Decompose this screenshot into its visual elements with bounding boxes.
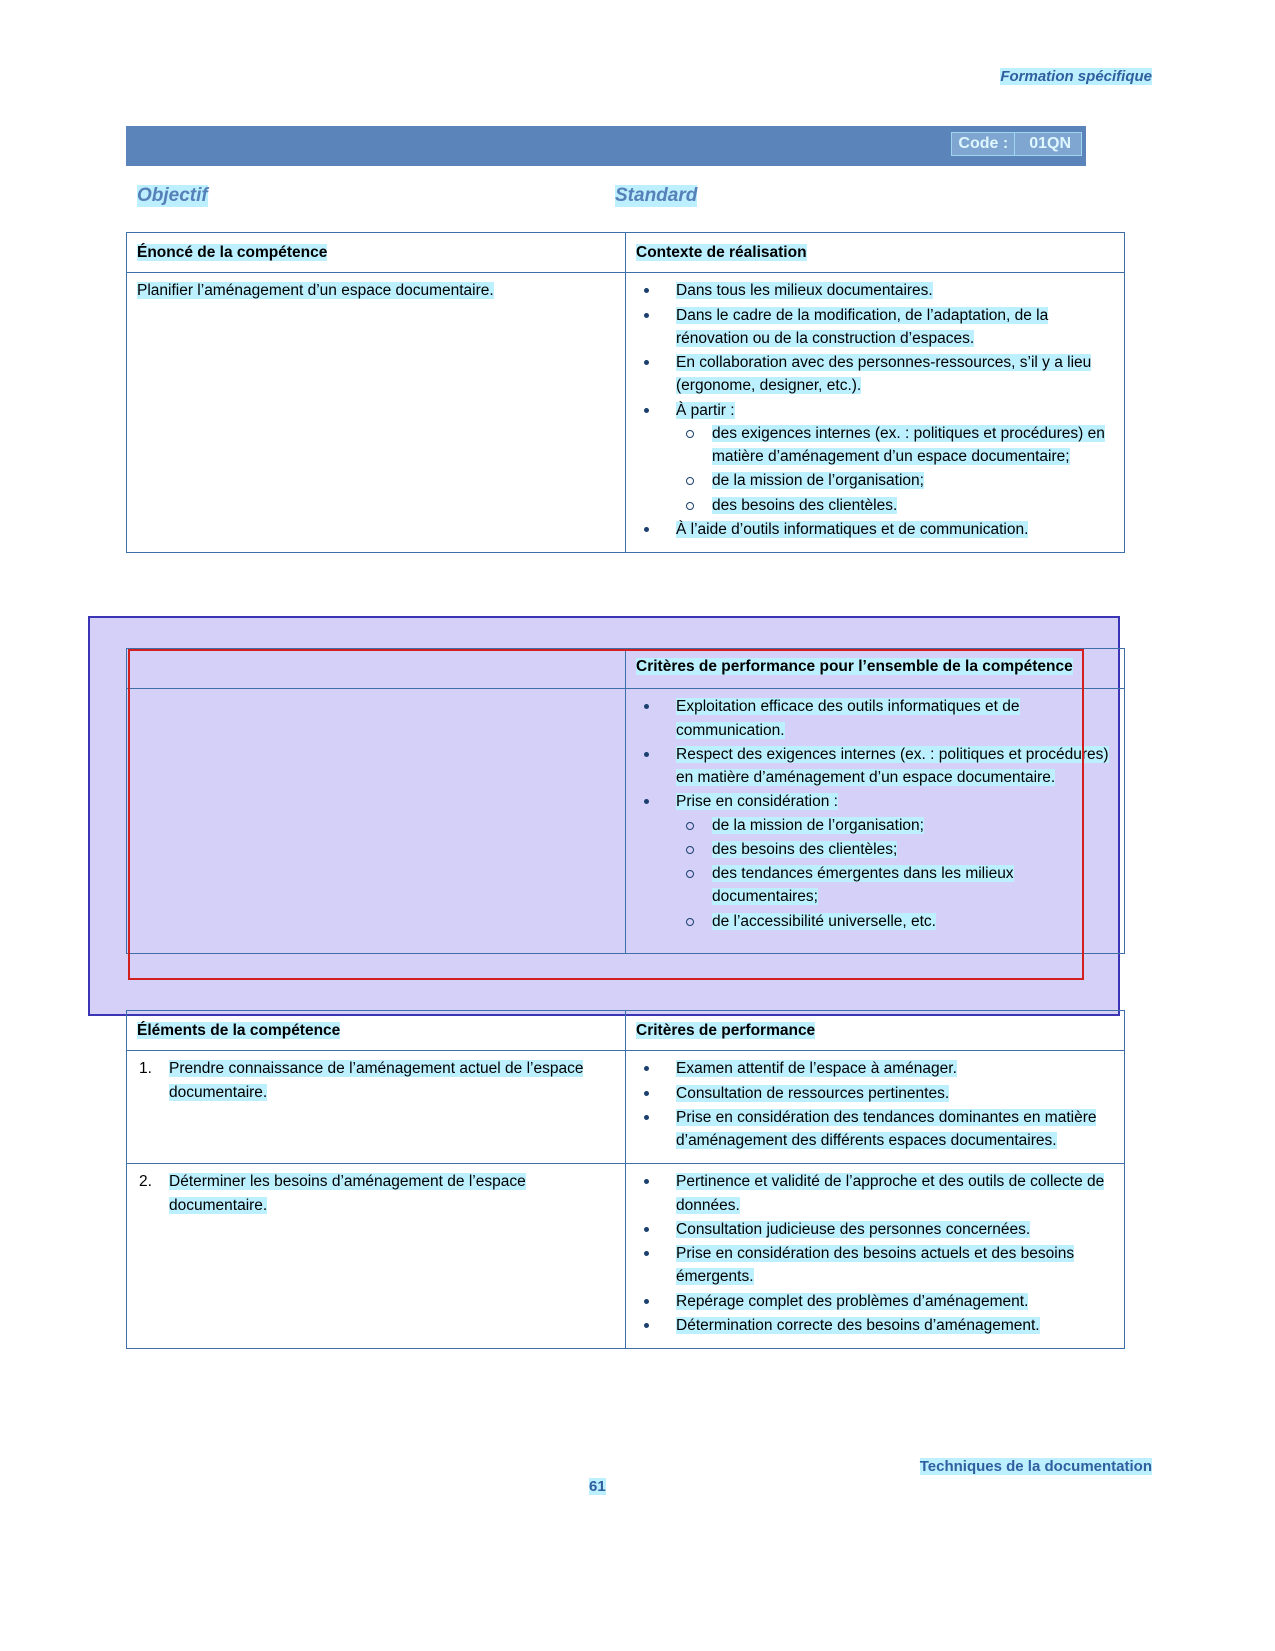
list-item: 1. Prendre connaissance de l’aménagement actuel de l’espace documentaire.	[137, 1057, 617, 1104]
table-row	[127, 1164, 1125, 1349]
header-cell-enonce: Énoncé de la compétence	[127, 233, 626, 273]
header-program-label: Formation spécifique	[1000, 68, 1152, 85]
list-item: Détermination correcte des besoins d’aménagement.	[636, 1314, 1116, 1337]
table-row	[127, 273, 1125, 553]
list-item: Pertinence et validité de l’approche et des outils de collecte de données.	[636, 1170, 1116, 1217]
contexte-sub-list	[676, 422, 1116, 517]
code-label: Code :	[951, 132, 1015, 156]
list-item: Prise en considération des besoins actuels et des besoins émergents.	[636, 1242, 1116, 1289]
list-item: des exigences internes (ex. : politiques et procédures) en matière d’aménagement d’un espace documentaire;	[676, 422, 1116, 469]
heading-standard: Standard	[615, 185, 698, 206]
heading-objectif: Objectif	[137, 185, 208, 206]
list-item: Prise en considération des tendances dominantes en matière d’aménagement des différents espaces documentaires.	[636, 1106, 1116, 1153]
list-item: Respect des exigences internes (ex. : politiques et procédures) en matière d’aménagement d’un espace documentaire.	[636, 743, 1116, 790]
contexte-bullet-list	[636, 279, 1116, 541]
table-elements	[126, 1010, 1125, 1349]
header-cell-elements: Éléments de la compétence	[127, 1011, 626, 1051]
list-item: Repérage complet des problèmes d’aménagement.	[636, 1290, 1116, 1313]
list-item: À l’aide d’outils informatiques et de communication.	[636, 518, 1116, 541]
list-item: Examen attentif de l’espace à aménager.	[636, 1057, 1116, 1080]
list-item: 2. Déterminer les besoins d’aménagement de l’espace documentaire.	[137, 1170, 617, 1217]
code-bar	[126, 126, 1086, 166]
criteres-list-2	[636, 1170, 1116, 1337]
footer-program-label: Techniques de la documentation	[919, 1458, 1152, 1475]
list-item: En collaboration avec des personnes-ressources, s’il y a lieu (ergonome, designer, etc.).	[636, 351, 1116, 398]
element-numbered-list	[137, 1057, 617, 1104]
header-cell-criteres-ensemble: Critères de performance pour l’ensemble de la compétence	[626, 649, 1125, 689]
cell-enonce-text: Planifier l’aménagement d’un espace documentaire.	[127, 273, 626, 553]
list-item: Consultation de ressources pertinentes.	[636, 1082, 1116, 1105]
table-competence	[126, 232, 1125, 553]
list-item: des tendances émergentes dans les milieux documentaires;	[676, 862, 1116, 909]
code-value: 01QN	[1015, 132, 1082, 156]
list-item: de l’accessibilité universelle, etc.	[676, 910, 1116, 933]
list-item: des besoins des clientèles;	[676, 838, 1116, 861]
page-number: 61	[589, 1478, 606, 1495]
cell-contexte-list	[626, 273, 1125, 553]
table-row	[127, 1051, 1125, 1164]
element-number: 2.	[139, 1173, 152, 1191]
cell-element-2	[127, 1164, 626, 1349]
code-group	[951, 132, 1082, 156]
element-number: 1.	[139, 1060, 152, 1078]
cell-element-1	[127, 1051, 626, 1164]
list-item: Consultation judicieuse des personnes concernées.	[636, 1218, 1116, 1241]
selection-inner-box[interactable]	[128, 649, 1084, 980]
list-item: de la mission de l’organisation;	[676, 469, 1116, 492]
list-item: des besoins des clientèles.	[676, 494, 1116, 517]
list-item: À partir : des exigences internes (ex. : politiques et procédures) en matière d’aménagement d’un espace documentaire; de la mission de l’organisation; des besoins des clientèles.	[636, 399, 1116, 517]
cell-criteres-1	[626, 1051, 1125, 1164]
header-cell-contexte: Contexte de réalisation	[626, 233, 1125, 273]
element-numbered-list	[137, 1170, 617, 1217]
table-row	[127, 1011, 1125, 1051]
header-cell-criteres: Critères de performance	[626, 1011, 1125, 1051]
list-item: de la mission de l’organisation;	[676, 814, 1116, 837]
list-item: Exploitation efficace des outils informatiques et de communication.	[636, 695, 1116, 742]
table-row	[127, 233, 1125, 273]
list-item: Dans le cadre de la modification, de l’adaptation, de la rénovation ou de la construction d’espaces.	[636, 304, 1116, 351]
criteres-list-1	[636, 1057, 1116, 1152]
cell-criteres-2	[626, 1164, 1125, 1349]
list-item: Dans tous les milieux documentaires.	[636, 279, 1116, 302]
list-item: Prise en considération : de la mission de l’organisation; des besoins des clientèles; des tendances émergentes dans les milieux documentaires; de l’accessibilité universelle, etc.	[636, 790, 1116, 933]
